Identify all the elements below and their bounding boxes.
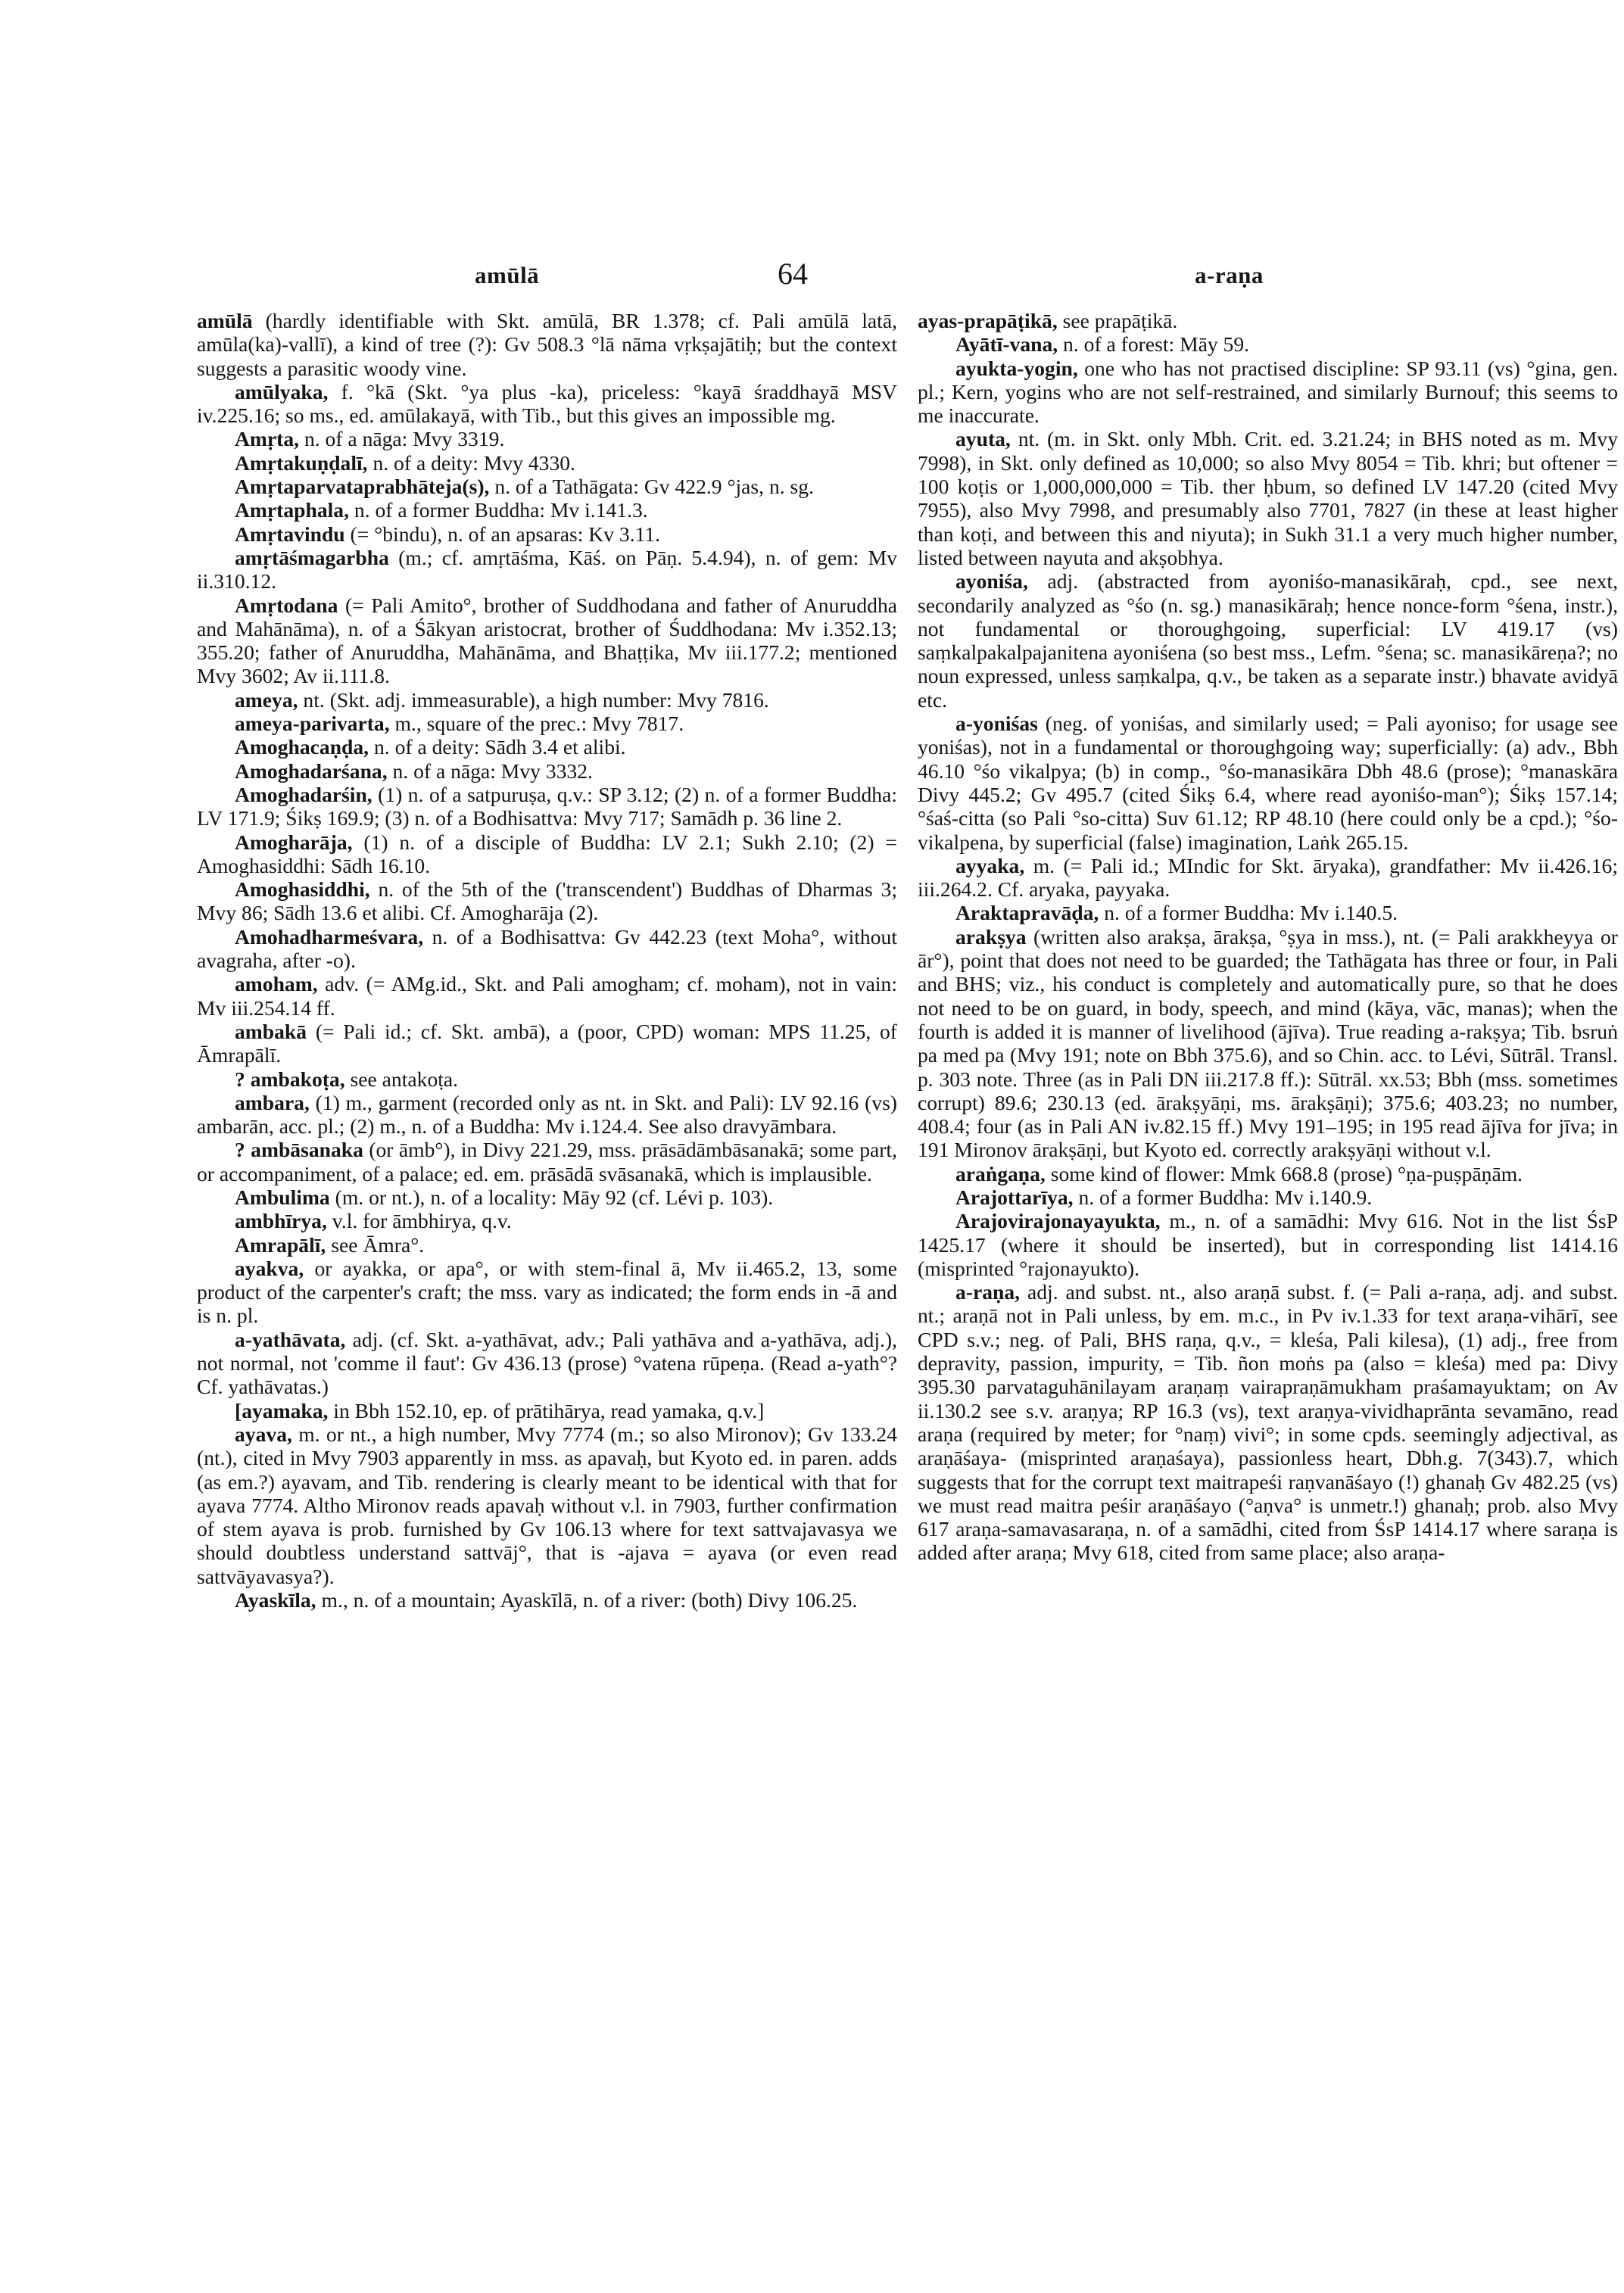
entry-headword: Amṛtodana xyxy=(235,593,338,617)
entry-definition: nt. (m. in Skt. only Mbh. Crit. ed. 3.21.24; in BHS noted as m. Mvy 7998), in Skt. only defined as 10,000; so also Mvy 8054 = Tib. khri; but oftener = 100 koṭis or 1,000,000,000 = Tib. ther ḥbum, so defined LV 147.20 (cited Mvy 7955), also Mvy 7998, and presumably also 7701, 7827 (in these at least higher than koṭi, and between this and niyuta); in Sukh 31.1 a very much higher number, listed between nayuta and akṣobhya. xyxy=(918,427,1618,569)
dictionary-entry xyxy=(197,783,897,830)
dictionary-entry xyxy=(197,1185,897,1209)
dictionary-entry xyxy=(918,1162,1618,1185)
entry-headword: ameya-parivarta, xyxy=(235,712,390,736)
entry-definition: (neg. of yoniśas, and similarly used; = Pali ayoniso; for usage see yoniśas), not in a fundamental or thoroughgoing way; superficially: (a) adv., Bbh 46.10 °śo vikalpya; (b) in comp., °śo-manasikāra Dbh 48.6 (prose); °manaskāra Divy 445.2; Gv 495.7 (cited Śikṣ 6.4, where read ayoniśo-man°); Śikṣ 157.14; °śaś-citta (so Pali °so-citta) Suv 61.12; RP 48.10 (here could only be a cpd.); °śo-vikalpena, by superficial (false) imagination, Laṅk 265.15. xyxy=(918,712,1618,854)
left-running-headword: amūlā xyxy=(475,262,540,288)
entry-headword: Amṛtakuṇḍalī, xyxy=(235,450,368,475)
entry-headword: ayukta-yogin, xyxy=(955,356,1078,380)
dictionary-entry xyxy=(197,688,897,712)
entry-headword: ? ambāsanaka xyxy=(235,1138,363,1162)
entry-definition: n. of a former Buddha: Mv i.140.9. xyxy=(1073,1185,1373,1209)
entry-headword: Amohadharmeśvara, xyxy=(235,924,424,949)
entry-definition: n. of a former Buddha: Mv i.141.3. xyxy=(349,498,648,522)
entry-definition: n. of a nāga: Mvy 3319. xyxy=(299,427,505,451)
dictionary-entry xyxy=(197,1233,897,1257)
dictionary-entry xyxy=(197,309,897,380)
entry-headword: araṅgaṇa, xyxy=(955,1161,1046,1185)
entry-headword: ayas-prapāṭikā, xyxy=(918,309,1058,332)
entry-definition: n. of the 5th of the ('transcendent') Buddhas of Dharmas 3; Mvy 86; Sādh 13.6 et alibi. Cf. Amogharāja (2). xyxy=(197,877,897,925)
entry-definition: (or āmb°), in Divy 221.29, mss. prāsādāmbāsanakā; some part, or accompaniment, of a palace; ed. em. prāsādā svāsanakā, which is implausible. xyxy=(197,1138,897,1185)
dictionary-entry xyxy=(197,594,897,688)
dictionary-entry xyxy=(918,357,1618,428)
entry-definition: adj. and subst. nt., also araṇā subst. f. (= Pali a-raṇa, adj. and subst. nt.; araṇā not in Pali unless, by em. m.c., in Pv iv.1.33 for text araṇa-vihārī, see CPD s.v.; neg. of Pali, BHS raṇa, q.v., = kleśa, Pali kilesa), (1) adj., free from depravity, passion, impurity, = Tib. ñon moṅs pa (also = kleśa) med pa: Divy 395.30 parvataguhānilayam araṇaṃ vairapraṇāmukham praśamayuktam; on Av ii.130.2 see s.v. araṇya; RP 16.3 (vs), text araṇya-vividhaprānta sevamāno, read araṇa (required by meter; for °naṃ) vivi°; in some cpds. seemingly adjectival, as araṇāśaya- (misprinted araṇaśaya), passionless heart, Dbh.g. 7(343).7, which suggests that for the corrupt text maitrapeśi raṇvanāśayo (!) ghanaḥ Gv 482.25 (vs) we must read maitra peśir araṇāśayo (°aṇva° is unmetr.!) ghanaḥ; prob. also Mvy 617 araṇa-samavasaraṇa, n. of a samādhi, cited from ŚsP 1414.17 where saraṇa is added after araṇa; Mvy 618, cited from same place; also araṇa- xyxy=(918,1280,1618,1565)
entry-headword: Amoghasiddhi, xyxy=(235,877,370,902)
dictionary-entry xyxy=(918,1209,1618,1280)
entry-headword: Amrapālī, xyxy=(235,1232,326,1257)
dictionary-entry xyxy=(197,1091,897,1139)
entry-headword: Amṛtaphala, xyxy=(235,498,349,522)
entry-definition: one who has not practised discipline: SP 93.11 (vs) °gina, gen. pl.; Kern, yogins who are not self-restrained, and similarly Burnouf; this seems to me inaccurate. xyxy=(918,356,1618,428)
entry-definition: (= Pali Amito°, brother of Suddhodana and father of Anuruddha and Mahānāma), n. of a Śākyan aristocrat, brother of Śuddhodana: Mv i.352.13; 355.20; father of Anuruddha, Mahānāma, and Bhaṭṭika, Mv iii.177.2; mentioned Mvy 3602; Av ii.111.8. xyxy=(197,593,897,688)
entry-definition: n. of a Tathāgata: Gv 422.9 °jas, n. sg. xyxy=(489,475,814,499)
entry-definition: (= °bindu), n. of an apsaras: Kv 3.11. xyxy=(344,522,661,546)
dictionary-entry xyxy=(197,925,897,973)
entry-definition: (written also arakṣa, ārakṣa, °ṣya in mss.), nt. (= Pali arakkheyya or ār°), point that does not need to be guarded; the Tathāgata has three or four, in Pali and BHS; viz., his conduct is completely and automatically pure, so that he does not need to be on guard, in body, speech, and mind (kāya, vāc, manas); when the fourth is added it is manner of livelihood (ājīva). True reading a-rakṣya; Tib. bsruṅ pa med pa (Mvy 191; note on Bbh 375.6), and so Chin. acc. to Lévi, Sūtrāl. Transl. p. 303 note. Three (as in Pali DN iii.217.8 ff.): Sūtrāl. xx.53; Bbh (mss. sometimes corrupt) 89.6; 230.13 (ed. ārakṣyāṇi, ms. ārakṣāṇi); 375.6; 403.23; no number, 408.4; four (as in Pali AN iv.82.15 ff.) Mvy 191–195; in 195 read ājīva for jīva; in 191 Mironov ārakṣāṇi, but Kyoto ed. correctly arakṣyāṇi without v.l. xyxy=(918,924,1618,1162)
dictionary-entry xyxy=(918,854,1618,902)
entry-definition: m., square of the prec.: Mvy 7817. xyxy=(389,712,684,736)
entry-headword: Arajottarīya, xyxy=(955,1185,1074,1209)
entry-definition: (1) n. of a satpuruṣa, q.v.: SP 3.12; (2) n. of a former Buddha: LV 171.9; Śikṣ 169.9; (3) n. of a Bodhisattva: Mvy 717; Samādh p. 36 line 2. xyxy=(197,782,897,830)
dictionary-entry xyxy=(918,332,1618,356)
dictionary-entry xyxy=(918,901,1618,924)
dictionary-entry xyxy=(197,1209,897,1232)
dictionary-entry xyxy=(918,712,1618,854)
entry-headword: a-raṇa, xyxy=(955,1280,1021,1304)
entry-definition: v.l. for āmbhirya, q.v. xyxy=(326,1209,512,1233)
dictionary-entry xyxy=(197,759,897,783)
entry-headword: a-yathāvata, xyxy=(235,1327,346,1351)
dictionary-entry xyxy=(918,309,1618,332)
entry-definition: (1) n. of a disciple of Buddha: LV 2.1; Sukh 2.10; (2) = Amoghasiddhi: Sādh 16.10. xyxy=(197,830,897,877)
dictionary-entry xyxy=(197,475,897,498)
entry-definition: f. °kā (Skt. °ya plus -ka), priceless: °kayā śraddhayā MSV iv.225.16; so ms., ed. amūlakayā, with Tib., but this gives an impossible mg. xyxy=(197,379,897,428)
entry-definition: in Bbh 152.10, ep. of prātihārya, read yamaka, q.v.] xyxy=(328,1398,765,1422)
entry-headword: ambakā xyxy=(235,1019,307,1043)
entry-definition: (m. or nt.), n. of a locality: Māy 92 (cf. Lévi p. 103). xyxy=(329,1185,774,1209)
entry-definition: see antakoṭa. xyxy=(344,1067,459,1091)
entry-definition: (hardly identifiable with Skt. amūlā, BR 1.378; cf. Pali amūlā latā, amūla(ka)-vallī), a kind of tree (?): Gv 508.3 °lā nāma vṛkṣajātiḥ; but the context suggests a parasitic woody vine. xyxy=(197,309,897,380)
dictionary-entry xyxy=(918,1185,1618,1209)
entry-headword: ambhīrya, xyxy=(235,1209,327,1233)
entry-definition: n. of a forest: Māy 59. xyxy=(1058,332,1250,357)
dictionary-entry xyxy=(197,1588,897,1612)
dictionary-entry xyxy=(197,546,897,594)
dictionary-entry xyxy=(197,877,897,925)
entry-headword: ayakva, xyxy=(235,1256,304,1280)
entry-definition: m. (= Pali id.; MIndic for Skt. āryaka), grandfather: Mv ii.426.16; iii.264.2. Cf. aryaka, payyaka. xyxy=(918,853,1618,902)
running-head xyxy=(0,256,1624,292)
entry-headword: Amṛta, xyxy=(235,427,300,451)
entry-headword: ? ambakoṭa, xyxy=(235,1067,345,1091)
entry-headword: amoham, xyxy=(235,972,318,996)
entry-headword: ayoniśa, xyxy=(955,569,1028,594)
dictionary-entry xyxy=(197,1257,897,1328)
entry-definition: m. or nt., a high number, Mvy 7774 (m.; so also Mironov); Gv 133.24 (nt.), cited in Mvy 7903 apparently in mss. as apavaḥ, but Kyoto ed. in paren. adds (as em.?) ayavam, and Tib. rendering is clearly meant to be identical with that for ayava 7774. Altho Mironov reads apavaḥ without v.l. in 7903, further confirmation of stem ayava is prob. furnished by Gv 106.13 where for text sattvajavasya we should doubtless understand sattvāj°, that is -ajava = ayava (or even read sattvāyavasya?). xyxy=(197,1422,897,1588)
entry-headword: Ayaskīla, xyxy=(235,1588,316,1612)
page-number: 64 xyxy=(778,257,808,291)
entry-definition: see prapāṭikā. xyxy=(1057,309,1178,332)
entry-headword: a-yoniśas xyxy=(955,712,1038,736)
entry-headword: Araktapravāḍa, xyxy=(955,901,1099,925)
dictionary-entry xyxy=(918,569,1618,712)
entry-definition: adj. (cf. Skt. a-yathāvat, adv.; Pali yathāva and a-yathāva, adj.), not normal, not 'comme il faut': Gv 436.13 (prose) °vatena rūpeṇa. (Read a-yath°? Cf. yathāvatas.) xyxy=(197,1327,897,1399)
entry-headword: amūlyaka, xyxy=(235,379,329,403)
dictionary-entry xyxy=(197,712,897,735)
entry-definition: adv. (= AMg.id., Skt. and Pali amogham; cf. moham), not in vain: Mv iii.254.14 ff. xyxy=(197,972,897,1020)
dictionary-entry xyxy=(197,451,897,475)
dictionary-entry xyxy=(918,1280,1618,1565)
entry-headword: Amoghadarśana, xyxy=(235,759,388,783)
entry-definition: (= Pali id.; cf. Skt. ambā), a (poor, CPD) woman: MPS 11.25, of Āmrapālī. xyxy=(197,1019,897,1067)
dictionary-entry xyxy=(197,1020,897,1067)
dictionary-entry xyxy=(918,427,1618,569)
left-column xyxy=(197,309,897,2262)
entry-headword: arakṣya xyxy=(955,924,1027,949)
dictionary-entry xyxy=(197,1138,897,1185)
entry-definition: nt. (Skt. adj. immeasurable), a high number: Mvy 7816. xyxy=(298,687,769,712)
dictionary-entry xyxy=(197,1399,897,1422)
dictionary-entry xyxy=(197,380,897,428)
dictionary-entry xyxy=(197,1422,897,1588)
entry-definition: m., n. of a mountain; Ayaskīlā, n. of a river: (both) Divy 106.25. xyxy=(316,1588,858,1612)
entry-headword: Amoghacaṇḍa, xyxy=(235,735,369,759)
right-column xyxy=(918,309,1618,2262)
entry-definition: n. of a deity: Mvy 4330. xyxy=(367,450,575,475)
entry-headword: ameya, xyxy=(235,687,298,712)
dictionary-entry xyxy=(918,925,1618,1162)
dictionary-entry xyxy=(197,522,897,546)
dictionary-entry xyxy=(197,830,897,878)
entry-headword: amūlā xyxy=(197,309,253,332)
entry-definition: n. of a Bodhisattva: Gv 442.23 (text Moha°, without avagraha, after -o). xyxy=(197,924,897,973)
entry-headword: [ayamaka, xyxy=(235,1398,329,1422)
dictionary-entry xyxy=(197,972,897,1020)
dictionary-entry xyxy=(197,735,897,759)
entry-headword: ayuta, xyxy=(955,427,1011,451)
entry-definition: m., n. of a samādhi: Mvy 616. Not in the list ŚsP 1425.17 (where it should be inserted), but in corresponding list 1414.16 (misprinted °rajonayukto). xyxy=(918,1209,1618,1280)
entry-headword: Amṛtavindu xyxy=(235,522,345,546)
dictionary-entry xyxy=(197,498,897,522)
entry-definition: n. of a deity: Sādh 3.4 et alibi. xyxy=(369,735,626,759)
entry-definition: (1) m., garment (recorded only as nt. in Skt. and Pali): LV 92.16 (vs) ambarān, acc. pl.; (2) m., n. of a Buddha: Mv i.124.4. See also dravyāmbara. xyxy=(197,1090,897,1139)
entry-definition: see Āmra°. xyxy=(326,1232,425,1257)
entry-headword: ayyaka, xyxy=(955,853,1025,877)
entry-definition: adj. (abstracted from ayoniśo-manasikāraḥ, cpd., see next, secondarily analyzed as °śo (n. sg.) manasikāraḥ; hence nonce-form °śena, instr.), not fundamental or thoroughgoing, superficial: LV 419.17 (vs) saṃkalpakalpajanitena ayoniśena (so best mss., Lefm. °śena; sc. manasikāreṇa?; no noun expressed, unless saṃkalpa, q.v., be taken as a separate instr.) bhavate avidyā etc. xyxy=(918,569,1618,712)
entry-headword: Ambulima xyxy=(235,1185,330,1209)
entry-headword: Amogharāja, xyxy=(235,830,353,854)
entry-headword: ayava, xyxy=(235,1422,292,1446)
entry-definition: or ayakka, or apa°, or with stem-final ā, Mv ii.465.2, 13, some product of the carpenter's craft; the mss. vary as indicated; the form ends in -ā and is n. pl. xyxy=(197,1256,897,1328)
entry-definition: n. of a nāga: Mvy 3332. xyxy=(387,759,593,783)
entry-definition: n. of a former Buddha: Mv i.140.5. xyxy=(1099,901,1398,925)
entry-definition: (m.; cf. amṛtāśma, Kāś. on Pāṇ. 5.4.94), n. of gem: Mv ii.310.12. xyxy=(197,545,897,594)
dictionary-entry xyxy=(197,1328,897,1399)
entry-definition: some kind of flower: Mmk 668.8 (prose) °ṇa-puṣpāṇām. xyxy=(1045,1161,1523,1185)
entry-headword: amṛtāśmagarbha xyxy=(235,545,389,569)
entry-headword: Ayātī-vana, xyxy=(955,332,1058,357)
entry-headword: Amṛtaparvataprabhāteja(s), xyxy=(235,475,490,499)
entry-headword: Amoghadarśin, xyxy=(235,782,372,806)
entry-headword: ambara, xyxy=(235,1090,310,1114)
dictionary-entry xyxy=(197,1067,897,1091)
dictionary-entry xyxy=(197,427,897,450)
entry-headword: Arajovirajonayayukta, xyxy=(955,1209,1161,1233)
right-running-headword: a-raṇa xyxy=(1195,262,1264,288)
